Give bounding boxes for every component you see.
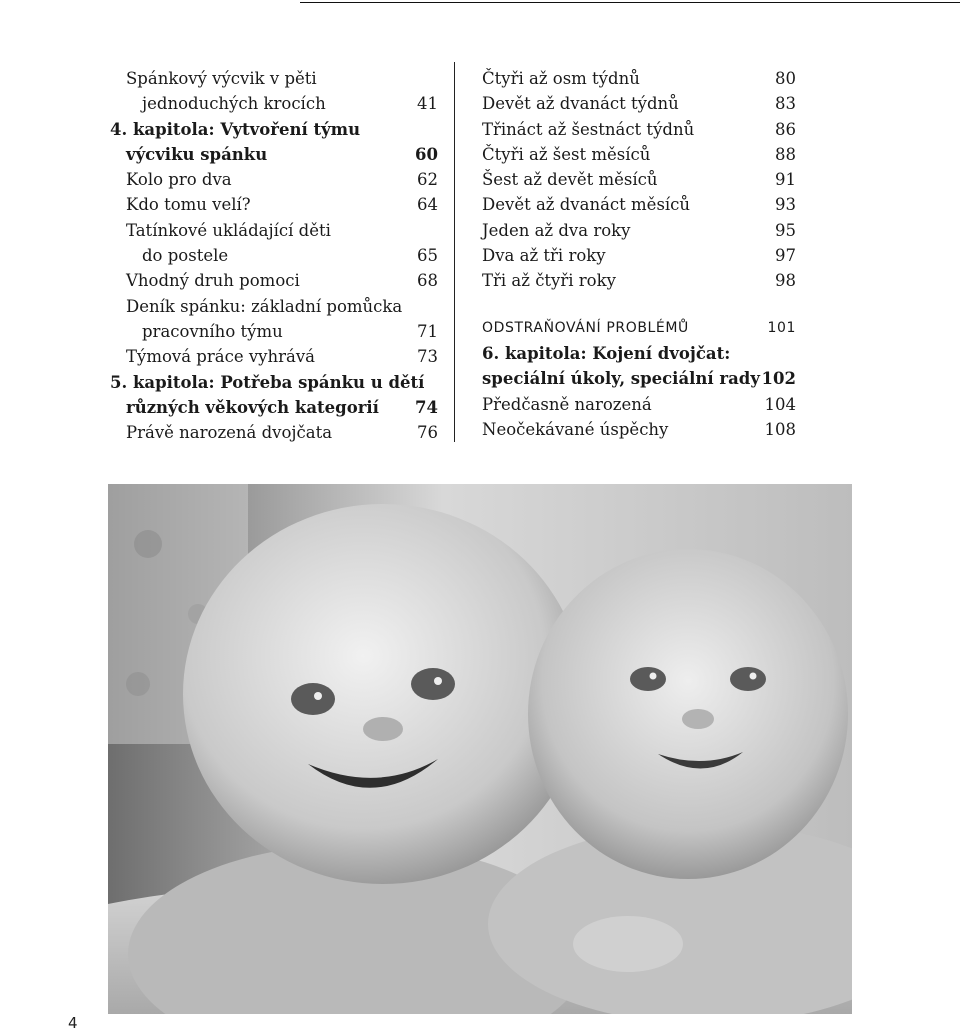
toc-entry-page: 73 [417, 347, 438, 367]
toc-entry-title: 5. kapitola: Potřeba spánku u dětí [110, 372, 425, 392]
toc-entry-page: 65 [417, 246, 438, 266]
toc-entry[interactable] [482, 142, 796, 167]
toc-entry[interactable] [482, 243, 796, 268]
toc-entry-title: Třináct až šestnáct týdnů [482, 119, 695, 139]
toc-entry-page: 74 [415, 397, 438, 417]
toc-entry-title: Předčasně narozená [482, 394, 652, 414]
toc-entry-title: Dva až tři roky [482, 246, 606, 266]
toc-entry[interactable] [482, 91, 796, 116]
toc-entry-title: jednoduchých krocích [142, 94, 326, 114]
toc-entry[interactable] [110, 192, 438, 217]
toc-entry-page: 104 [764, 394, 796, 414]
toc-entry[interactable] [482, 366, 796, 391]
toc-entry-page: 108 [764, 419, 796, 439]
toc-entry[interactable] [482, 392, 796, 417]
toc-section-heading[interactable] [482, 316, 796, 341]
toc-entry[interactable] [482, 341, 796, 366]
toc-entry-title: různých věkových kategorií [126, 397, 379, 417]
toc-entry-title: Kolo pro dva [126, 170, 232, 190]
toc-entry-page: 91 [775, 170, 796, 190]
toc-entry-page: 62 [417, 170, 438, 190]
toc-entry-page: 98 [775, 271, 796, 291]
toc-entry[interactable] [482, 66, 796, 91]
toc-entry-title: Čtyři až osm týdnů [482, 69, 640, 88]
toc-entry-title: 4. kapitola: Vytvoření týmu [110, 119, 361, 139]
toc-right-column [482, 66, 796, 442]
toc-entry-title: Čtyři až šest měsíců [482, 144, 651, 164]
toc-entry-title: pracovního týmu [142, 321, 283, 341]
toc-entry-page: 80 [775, 69, 796, 88]
toc-entry-page: 95 [775, 220, 796, 240]
toc-entry-title: Deník spánku: základní pomůcka [126, 296, 403, 316]
toc-entry-page: 60 [415, 144, 438, 164]
toc-entry[interactable] [482, 417, 796, 442]
toc-section-page: 101 [767, 319, 796, 336]
toc-entry[interactable] [110, 294, 438, 319]
toc-entry[interactable] [110, 243, 438, 268]
toc-entry[interactable] [110, 117, 438, 142]
toc-entry-page: 71 [417, 321, 438, 341]
toc-entry-page: 88 [775, 144, 796, 164]
toc-entry-title: Vhodný druh pomoci [126, 271, 300, 291]
toc-entry[interactable] [110, 319, 438, 344]
toc-entry-title: speciální úkoly, speciální rady [482, 369, 760, 389]
toc-entry-page: 64 [417, 195, 438, 215]
toc-entry-title: výcviku spánku [126, 144, 268, 164]
toc-entry-title: Devět až dvanáct týdnů [482, 94, 679, 114]
top-rule [300, 2, 960, 3]
toc-entry-title: do postele [142, 246, 229, 266]
toc-entry[interactable] [110, 167, 438, 192]
toc-entry-page: 97 [775, 246, 796, 266]
toc-entry[interactable] [482, 117, 796, 142]
page-number: 4 [68, 1014, 78, 1032]
toc-entry-title: Neočekávané úspěchy [482, 419, 669, 439]
toc-entry-page: 86 [775, 119, 796, 139]
toc-entry[interactable] [110, 395, 438, 420]
toc-entry[interactable] [110, 268, 438, 293]
toc-entry[interactable] [110, 420, 438, 445]
toc-section-title: ODSTRAŇOVÁNÍ PROBLÉMŮ [482, 319, 689, 336]
toc-entry[interactable] [110, 142, 438, 167]
toc-entry-title: 6. kapitola: Kojení dvojčat: [482, 343, 731, 363]
toc-entry-title: Tatínkové ukládající děti [126, 220, 331, 240]
toc-entry[interactable] [110, 344, 438, 369]
toc-entry[interactable] [110, 91, 438, 116]
toc-entry[interactable] [110, 370, 438, 395]
toc-entry[interactable] [482, 167, 796, 192]
twin-babies-photo [108, 484, 852, 1014]
toc-entry-title: Spánkový výcvik v pěti [126, 69, 317, 88]
toc-entry-title: Jeden až dva roky [482, 220, 631, 240]
toc-entry-page: 83 [775, 94, 796, 114]
toc-entry-title: Týmová práce vyhrává [126, 347, 316, 367]
toc-entry[interactable] [482, 268, 796, 293]
toc-entry-page: 68 [417, 271, 438, 291]
toc-entry-title: Tři až čtyři roky [482, 271, 616, 291]
toc-entry-title: Právě narozená dvojčata [126, 423, 333, 443]
column-divider [454, 62, 455, 442]
toc-entry[interactable] [110, 66, 438, 91]
toc-entry[interactable] [482, 218, 796, 243]
toc-entry[interactable] [110, 218, 438, 243]
toc-left-column [110, 66, 438, 445]
toc-entry-page: 93 [775, 195, 796, 215]
toc-entry[interactable] [482, 192, 796, 217]
toc-entry-page: 102 [761, 369, 796, 389]
toc-entry-title: Šest až devět měsíců [482, 170, 658, 190]
toc-entry-page: 41 [417, 94, 438, 114]
toc-entry-page: 76 [417, 423, 438, 443]
toc-entry-title: Devět až dvanáct měsíců [482, 195, 691, 215]
toc-entry-title: Kdo tomu velí? [126, 195, 251, 215]
